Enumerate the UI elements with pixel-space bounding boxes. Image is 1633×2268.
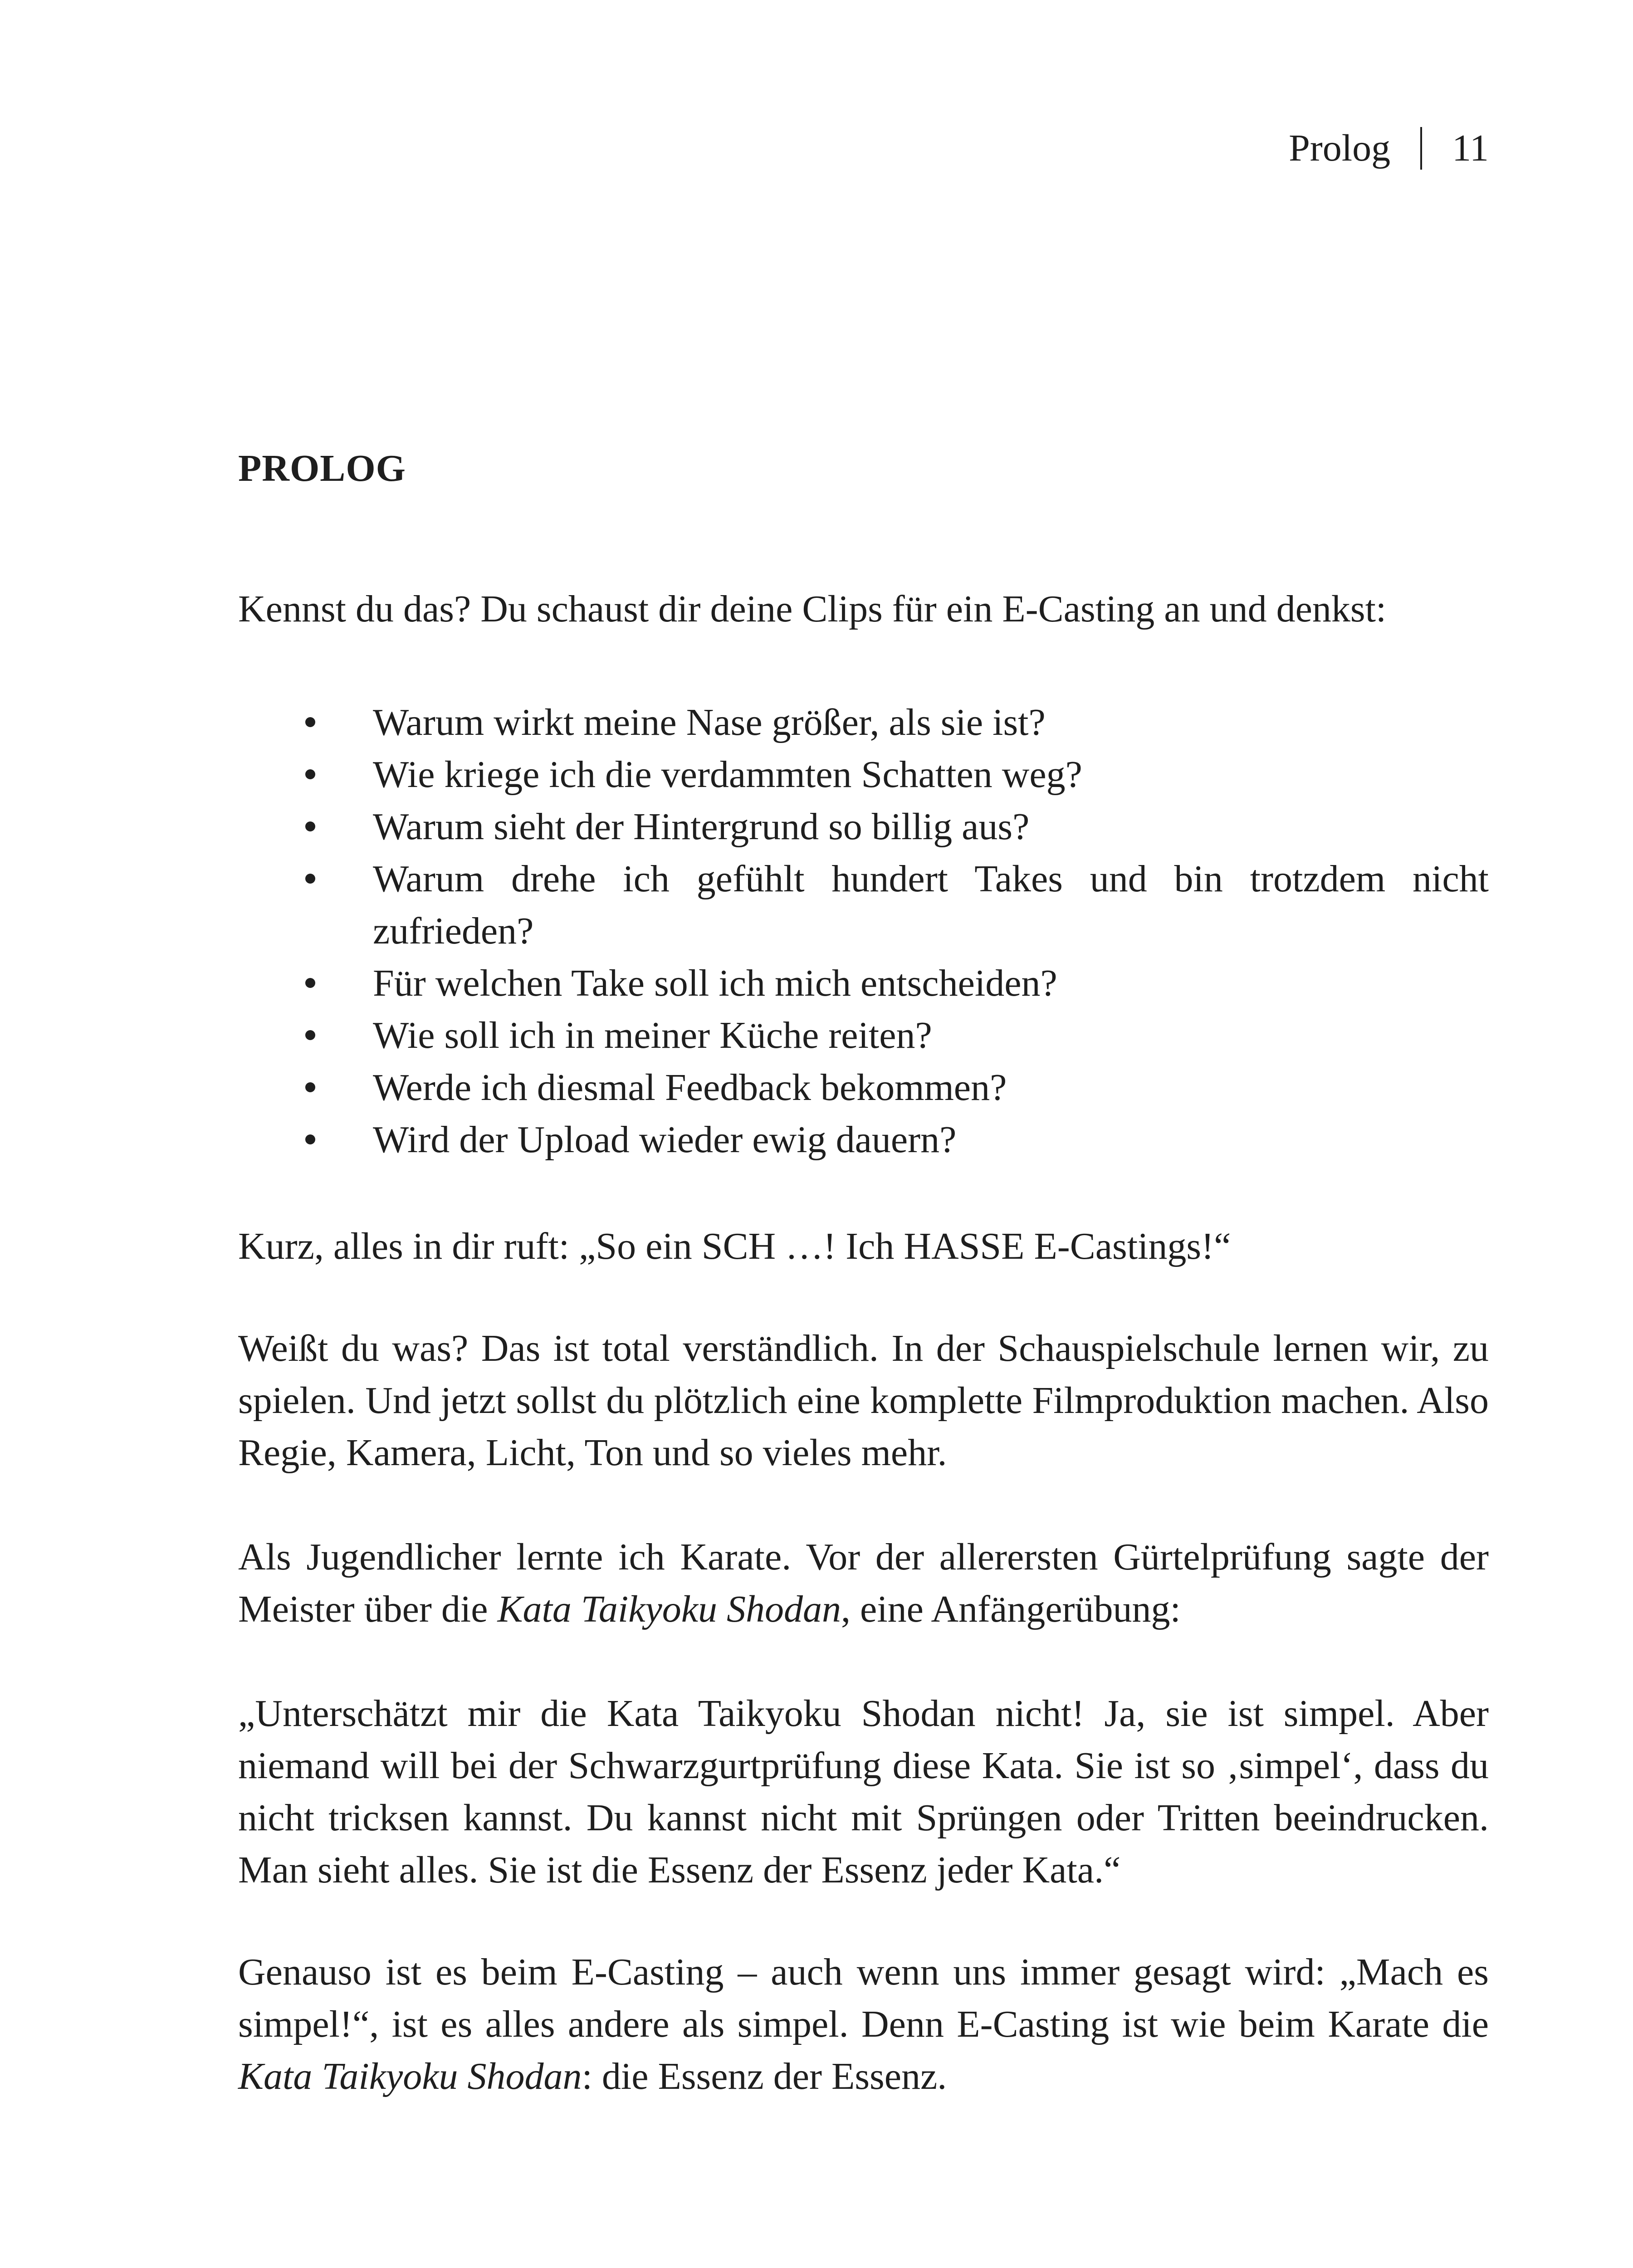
bullet-icon: [305, 821, 315, 831]
list-item: Warum sieht der Hintergrund so billig aus?: [238, 801, 1489, 853]
bullet-icon: [305, 1082, 315, 1092]
bullet-icon: [305, 1030, 315, 1040]
bullet-icon: [305, 978, 315, 988]
paragraph-quote: „Unterschätzt mir die Kata Taikyoku Shodan nicht! Ja, sie ist simpel. Aber niemand will bei der Schwarzgurtprüfung diese Kata. Sie ist so ‚simpel‘, dass du nicht tricksen kannst. Du kannst nicht mit Sprüngen oder Tritten beeindrucken. Man sieht alles. Sie ist die Essenz der Essenz jeder Kata.“: [238, 1692, 1489, 1891]
kata-title-italic: Kata Taikyoku Shodan: [238, 2055, 582, 2097]
running-header: [1289, 123, 1489, 173]
list-item: Für welchen Take soll ich mich entscheiden?: [238, 957, 1489, 1009]
list-item: Wie kriege ich die verdammten Schatten weg?: [238, 748, 1489, 801]
list-item: Warum drehe ich gefühlt hundert Takes und bin trotzdem nicht zufrieden?: [238, 853, 1489, 957]
list-item: Wie soll ich in meiner Küche reiten?: [238, 1009, 1489, 1061]
list-item: Warum wirkt meine Nase größer, als sie ist?: [238, 696, 1489, 748]
paragraph-karate: Als Jugendlicher lernte ich Karate. Vor der allerersten Gürtelprüfung sagte der Meister über die Kata Taikyoku Shodan, eine Anfängerübung:: [238, 1536, 1489, 1630]
kata-title-italic: Kata Taikyoku Shodan: [497, 1588, 841, 1630]
paragraph-conclusion: Genauso ist es beim E-Casting – auch wenn uns immer gesagt wird: „Mach es simpel!“, ist es alles andere als simpel. Denn E-Casting ist wie beim Karate die Kata Taikyoku Shodan: die Essenz der Essenz.: [238, 1951, 1489, 2097]
bullet-icon: [305, 717, 315, 727]
paragraph-understanding: Weißt du was? Das ist total verständlich. In der Schauspielschule lernen wir, zu spielen. Und jetzt sollst du plötzlich eine komplette Filmproduktion machen. Also Regie, Kamera, Licht, Ton und so vieles mehr.: [238, 1327, 1489, 1474]
list-item: Wird der Upload wieder ewig dauern?: [238, 1114, 1489, 1166]
chapter-title: PROLOG: [238, 447, 406, 489]
intro-paragraph: Kennst du das? Du schaust dir deine Clips für ein E-Casting an und denkst:: [238, 588, 1387, 630]
page-number: 11: [1452, 127, 1489, 169]
paragraph-outcry: Kurz, alles in dir ruft: „So ein SCH …! Ich HASSE E-Castings!“: [238, 1225, 1231, 1267]
list-item: Werde ich diesmal Feedback bekommen?: [238, 1061, 1489, 1114]
bullet-icon: [305, 874, 315, 884]
running-header-section: Prolog: [1289, 127, 1391, 169]
bullet-icon: [305, 1134, 315, 1144]
question-list: [238, 696, 1489, 1166]
bullet-icon: [305, 769, 315, 779]
